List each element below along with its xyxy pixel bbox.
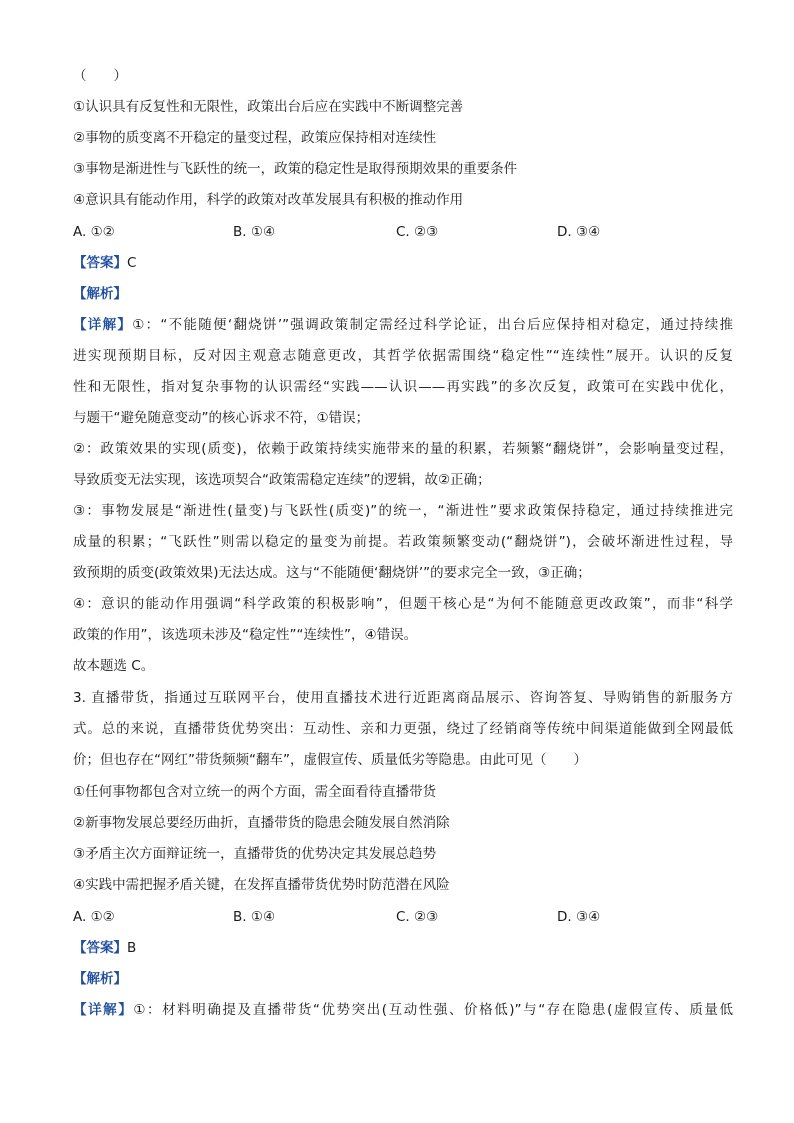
q3-stem-line-2: 式。总的来说，直播带货优势突出：互动性、亲和力更强，绕过了经销商等传统中间渠道能做到全网最低 — [73, 721, 733, 737]
q2-detail-tag: 【详解】 — [73, 317, 133, 333]
q2-option-1: ①认识具有反复性和无限性，政策出台后应在实践中不断调整完善 — [73, 99, 464, 115]
q3-answer-value: B — [127, 940, 137, 956]
q3-answer — [73, 938, 733, 958]
q2-detail-line-4: 与题干“避免随意变动”的核心诉求不符，①错误； — [73, 410, 370, 426]
q2-detail-text-1: ①：“不能随便‘翻烧饼’”强调政策制定需经过科学论证，出台后应保持相对稳定，通过持续推 — [132, 317, 733, 333]
q2-detail-line-5: ②：政策效果的实现(质变)，依赖于政策持续实施带来的量的积累，若频繁“翻烧饼”，会影响量变过程， — [73, 441, 733, 457]
q2-choice-a: A. ①② — [73, 224, 115, 240]
q3-choice-d: D. ③④ — [557, 909, 601, 925]
q3-option-4: ④实践中需把握矛盾关键，在发挥直播带货优势时防范潜在风险 — [73, 877, 450, 893]
q3-detail-text-1: ①：材料明确提及直播带货“优势突出(互动性强、价格低)”与“存在隐患(虚假宣传、质量低 — [133, 1002, 733, 1018]
q3-analysis-tag: 【解析】 — [73, 971, 127, 987]
q2-detail-line-10: ④：意识的能动作用强调“科学政策的积极影响”，但题干核心是“为何不能随意更改政策”，而非“科学 — [73, 596, 733, 612]
q2-answer — [73, 253, 733, 273]
q2-analysis-tag-line — [73, 284, 733, 304]
q3-option-1: ①任何事物都包含对立统一的两个方面，需全面看待直播带货 — [73, 784, 437, 800]
q2-answer-tag: 【答案】 — [73, 255, 127, 271]
q3-analysis-tag-line — [73, 969, 733, 989]
q3-choice-a: A. ①② — [73, 909, 115, 925]
q2-option-3: ③事物是渐进性与飞跃性的统一，政策的稳定性是取得预期效果的重要条件 — [73, 161, 518, 177]
q3-option-2: ②新事物发展总要经历曲折，直播带货的隐患会随发展自然消除 — [73, 815, 450, 831]
q2-choice-c: C. ②③ — [396, 224, 439, 240]
q2-detail-line-8: 成量的积累；“飞跃性”则需以稳定的量变为前提。若政策频繁变动(“翻烧饼”)，会破坏渐进性过程，导 — [73, 534, 733, 550]
q2-conclusion: 故本题选 C。 — [73, 658, 155, 674]
q3-answer-tag: 【答案】 — [73, 940, 127, 956]
q2-detail-line-3: 性和无限性，指对复杂事物的认识需经“实践——认识——再实践”的多次反复，政策可在实践中优化， — [73, 379, 733, 395]
q2-option-4: ④意识具有能动作用，科学的政策对改革发展具有积极的推动作用 — [73, 192, 464, 208]
q2-analysis-tag: 【解析】 — [73, 286, 127, 302]
q3-choice-b: B. ①④ — [233, 909, 276, 925]
q2-blank: （ ） — [73, 68, 127, 84]
q2-answer-value: C — [127, 255, 137, 271]
q3-option-3: ③矛盾主次方面辩证统一，直播带货的优势决定其发展总趋势 — [73, 846, 437, 862]
q2-detail-line-6: 导致质变无法实现，该选项契合“政策需稳定连续”的逻辑，故②正确； — [73, 472, 491, 488]
q2-detail-line-11: 政策的作用”，该选项未涉及“稳定性”“连续性”，④错误。 — [73, 627, 418, 643]
q3-choice-c: C. ②③ — [396, 909, 439, 925]
q3-detail-line-1 — [73, 1000, 733, 1020]
q3-detail-tag: 【详解】 — [73, 1002, 134, 1018]
q2-detail-line-2: 进实现预期目标，反对因主观意志随意更改，其哲学依据需围绕“稳定性”“连续性”展开。认识的反复 — [73, 348, 733, 364]
q3-stem-line-1: 3. 直播带货，指通过互联网平台，使用直播技术进行近距离商品展示、咨询答复、导购销售的新服务方 — [73, 690, 733, 706]
q2-detail-line-7: ③：事物发展是“渐进性(量变)与飞跃性(质变)”的统一，“渐进性”要求政策保持稳定，通过持续推进完 — [73, 503, 733, 519]
q2-choice-b: B. ①④ — [233, 224, 276, 240]
q2-detail-line-9: 致预期的质变(政策效果)无法达成。这与“不能随便‘翻烧饼’”的要求完全一致，③正确； — [73, 565, 591, 581]
q2-choice-d: D. ③④ — [557, 224, 601, 240]
q2-option-2: ②事物的质变离不开稳定的量变过程，政策应保持相对连续性 — [73, 130, 437, 146]
q3-stem-line-3: 价；但也存在“网红”带货频频“翻车”，虚假宣传、质量低劣等隐患。由此可见（ ） — [73, 752, 587, 768]
q2-detail-line-1 — [73, 315, 733, 335]
